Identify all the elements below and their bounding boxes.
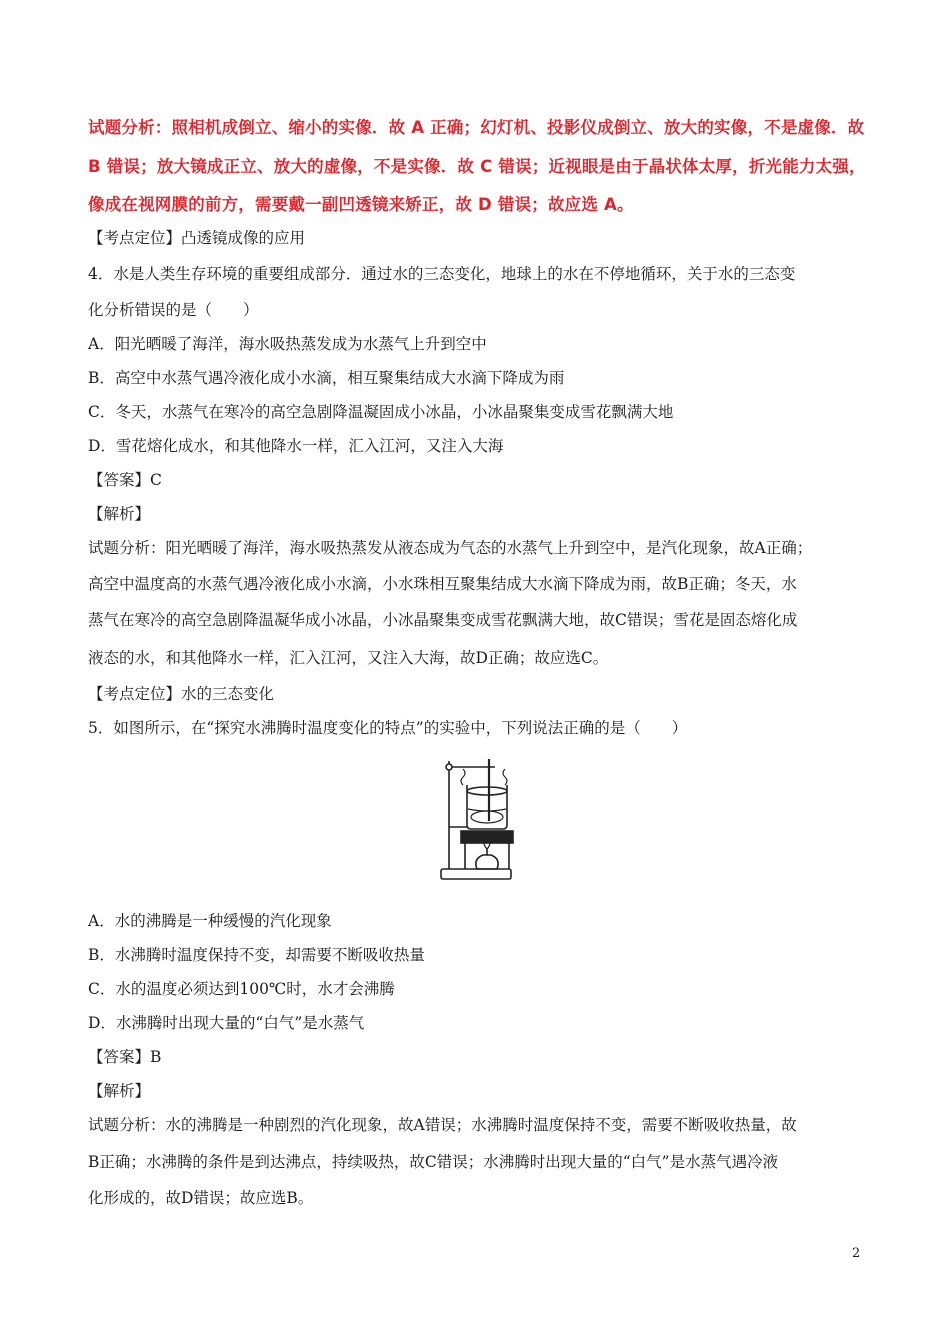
- q3-point: 【考点定位】凸透镜成像的应用: [88, 229, 306, 247]
- q4-jiexi: 【解析】: [88, 505, 151, 523]
- q4-option-a: A．阳光晒暖了海洋，海水吸热蒸发成为水蒸气上升到空中: [88, 335, 487, 353]
- q5-option-c: C．水的温度必须达到100℃时，水才会沸腾: [88, 980, 395, 998]
- q5-analysis-line-2: B正确；水沸腾的条件是到达沸点，持续吸热，故C错误；水沸腾时出现大量的“白气”是水蒸气遇冷液: [88, 1153, 779, 1171]
- q4-analysis-line-1: 试题分析：阳光晒暖了海洋，海水吸热蒸发从液态成为气态的水蒸气上升到空中，是汽化现象，故A正确；: [88, 539, 813, 557]
- wire-gauze: [461, 831, 513, 843]
- page-number: 2: [852, 1246, 861, 1261]
- q4-point: 【考点定位】水的三态变化: [88, 685, 275, 703]
- q4-stem-line-2: 化分析错误的是（ ）: [88, 301, 259, 319]
- q5-stem: 5．如图所示，在“探究水沸腾时温度变化的特点”的实验中，下列说法正确的是（ ）: [88, 719, 688, 737]
- q4-analysis-line-4: 液态的水，和其他降水一样，汇入江河，又注入大海，故D正确；故应选C。: [88, 649, 609, 667]
- q5-jiexi: 【解析】: [88, 1082, 151, 1100]
- q4-analysis-line-2: 高空中温度高的水蒸气遇冷液化成小水滴，小水珠相互聚集结成大水滴下降成为雨，故B正确；冬天，水: [88, 575, 797, 593]
- alcohol-lamp: [476, 855, 498, 869]
- q4-option-c: C．冬天，水蒸气在寒冷的高空急剧降温凝固成小冰晶，小冰晶聚集变成雪花飘满大地: [88, 403, 674, 421]
- analysis-red-line-3: 像成在视网膜的前方，需要戴一副凹透镜来矫正，故 D 错误；故应选 A。: [88, 195, 634, 214]
- q4-option-b: B．高空中水蒸气遇冷液化成小水滴，相互聚集结成大水滴下降成为雨: [88, 369, 565, 387]
- analysis-red-line-1: 试题分析：照相机成倒立、缩小的实像．故 A 正确；幻灯机、投影仪成倒立、放大的实像，不是虚像．故: [88, 118, 865, 137]
- q5-option-a: A．水的沸腾是一种缓慢的汽化现象: [88, 912, 332, 930]
- q4-option-d: D．雪花熔化成水，和其他降水一样，汇入江河，又注入大海: [88, 437, 504, 455]
- q5-analysis-line-1: 试题分析：水的沸腾是一种剧烈的汽化现象，故A错误；水沸腾时温度保持不变，需要不断吸收热量，故: [88, 1116, 797, 1134]
- boiling-apparatus-figure: [437, 755, 523, 885]
- q5-analysis-line-3: 化形成的，故D错误；故应选B。: [88, 1189, 314, 1207]
- q4-analysis-line-3: 蒸气在寒冷的高空急剧降温凝华成小冰晶，小冰晶聚集变成雪花飘满大地，故C错误；雪花是固态熔化成: [88, 611, 798, 629]
- q4-stem-line-1: 4．水是人类生存环境的重要组成部分．通过水的三态变化，地球上的水在不停地循环，关于水的三态变: [88, 265, 796, 283]
- q5-answer: 【答案】B: [88, 1048, 162, 1066]
- q5-option-b: B．水沸腾时温度保持不变，却需要不断吸收热量: [88, 946, 425, 964]
- q4-answer: 【答案】C: [88, 471, 162, 489]
- stand-base: [441, 869, 511, 879]
- analysis-red-line-2: B 错误；放大镜成正立、放大的虚像，不是实像．故 C 错误；近视眼是由于晶状体太厚，折光能力太强，: [88, 157, 866, 176]
- q5-option-d: D．水沸腾时出现大量的“白气”是水蒸气: [88, 1014, 365, 1032]
